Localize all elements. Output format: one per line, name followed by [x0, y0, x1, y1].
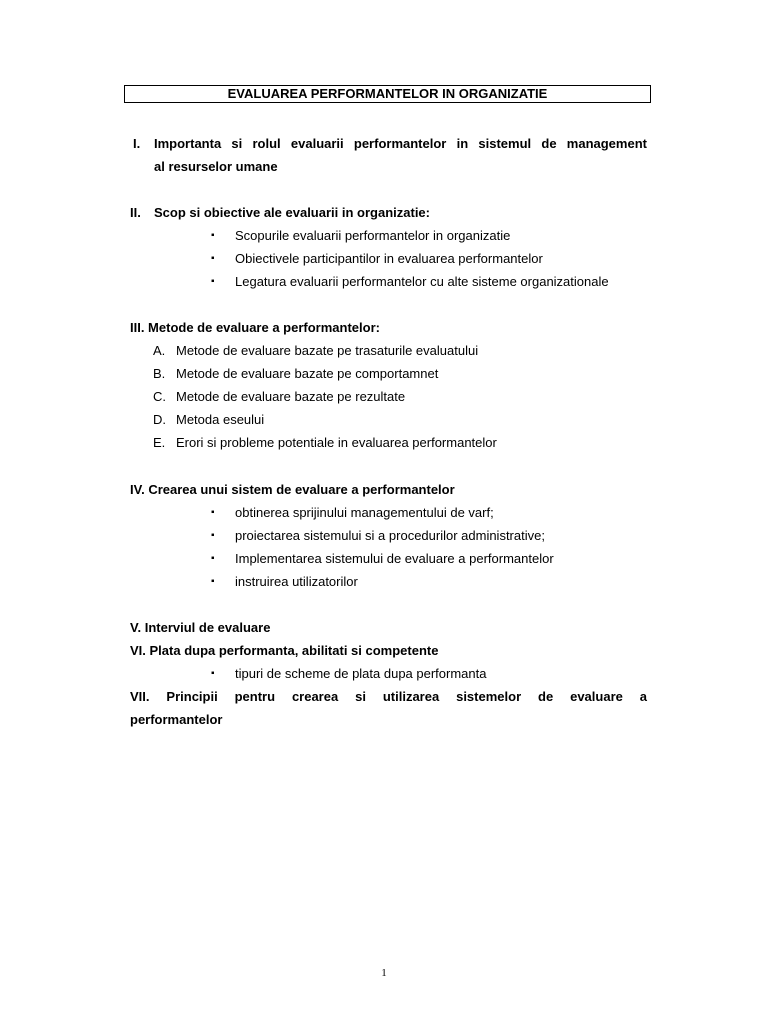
- section-1-heading-line-2: al resurselor umane: [154, 159, 278, 174]
- section-7-heading-line-1: [130, 688, 647, 705]
- section-6-bullet-1: tipuri de scheme de plata dupa performanta: [235, 666, 487, 681]
- section-4-heading: IV. Crearea unui sistem de evaluare a performantelor: [130, 482, 455, 497]
- section-3-item-2: Metode de evaluare bazate pe comportamnet: [176, 366, 439, 381]
- section-3-item-4: Metoda eseului: [176, 412, 265, 427]
- word: crearea: [291, 689, 339, 704]
- word: pentru: [234, 689, 276, 704]
- section-4-bullet-4: instruirea utilizatorilor: [235, 574, 358, 589]
- word: Importanta: [154, 136, 222, 151]
- page-number: 1: [381, 967, 387, 979]
- bullet-icon: ▪: [211, 276, 215, 287]
- section-4-bullet-3: Implementarea sistemului de evaluare a performantelor: [235, 551, 554, 566]
- section-4-bullet-1: obtinerea sprijinului managementului de varf;: [235, 505, 494, 520]
- list-letter: E.: [153, 435, 166, 450]
- section-1-heading-line-1: [154, 135, 647, 152]
- bullet-icon: ▪: [211, 507, 215, 518]
- word: sistemul: [478, 136, 532, 151]
- bullet-icon: ▪: [211, 553, 215, 564]
- section-3-heading: III. Metode de evaluare a performantelor:: [130, 320, 380, 335]
- bullet-icon: ▪: [211, 668, 215, 679]
- section-4-bullet-2: proiectarea sistemului si a procedurilor administrative;: [235, 528, 545, 543]
- section-1-numeral: I.: [133, 136, 141, 151]
- list-letter: C.: [153, 389, 166, 404]
- word: si: [355, 689, 366, 704]
- word: utilizarea: [382, 689, 440, 704]
- word: management: [566, 136, 647, 151]
- section-3-item-1: Metode de evaluare bazate pe trasaturile evaluatului: [176, 343, 479, 358]
- section-7-heading-line-2: performantelor: [130, 712, 223, 727]
- list-letter: B.: [153, 366, 166, 381]
- word: a: [639, 689, 647, 704]
- section-3-item-3: Metode de evaluare bazate pe rezultate: [176, 389, 406, 404]
- word: Principii: [166, 689, 218, 704]
- section-2-numeral: II.: [130, 205, 141, 220]
- document-title: EVALUAREA PERFORMANTELOR IN ORGANIZATIE: [124, 85, 651, 103]
- section-6-heading: VI. Plata dupa performanta, abilitati si competente: [130, 643, 439, 658]
- section-2-bullet-1: Scopurile evaluarii performantelor in organizatie: [235, 228, 511, 243]
- word: si: [231, 136, 243, 151]
- bullet-icon: ▪: [211, 530, 215, 541]
- word: in: [456, 136, 469, 151]
- word: de: [538, 689, 554, 704]
- list-letter: A.: [153, 343, 166, 358]
- list-letter: D.: [153, 412, 166, 427]
- word: evaluare: [570, 689, 623, 704]
- word: VII.: [130, 689, 150, 704]
- section-2-heading: Scop si obiective ale evaluarii in organizatie:: [154, 205, 430, 220]
- word: rolul: [252, 136, 281, 151]
- bullet-icon: ▪: [211, 253, 215, 264]
- section-2-bullet-2: Obiectivele participantilor in evaluarea performantelor: [235, 251, 543, 266]
- section-3-item-5: Erori si probleme potentiale in evaluarea performantelor: [176, 435, 497, 450]
- word: sistemelor: [456, 689, 522, 704]
- bullet-icon: ▪: [211, 576, 215, 587]
- word: evaluarii: [290, 136, 344, 151]
- word: performantelor: [353, 136, 447, 151]
- word: de: [541, 136, 557, 151]
- bullet-icon: ▪: [211, 230, 215, 241]
- section-5-heading: V. Interviul de evaluare: [130, 620, 271, 635]
- section-2-bullet-3: Legatura evaluarii performantelor cu alte sisteme organizationale: [235, 274, 609, 289]
